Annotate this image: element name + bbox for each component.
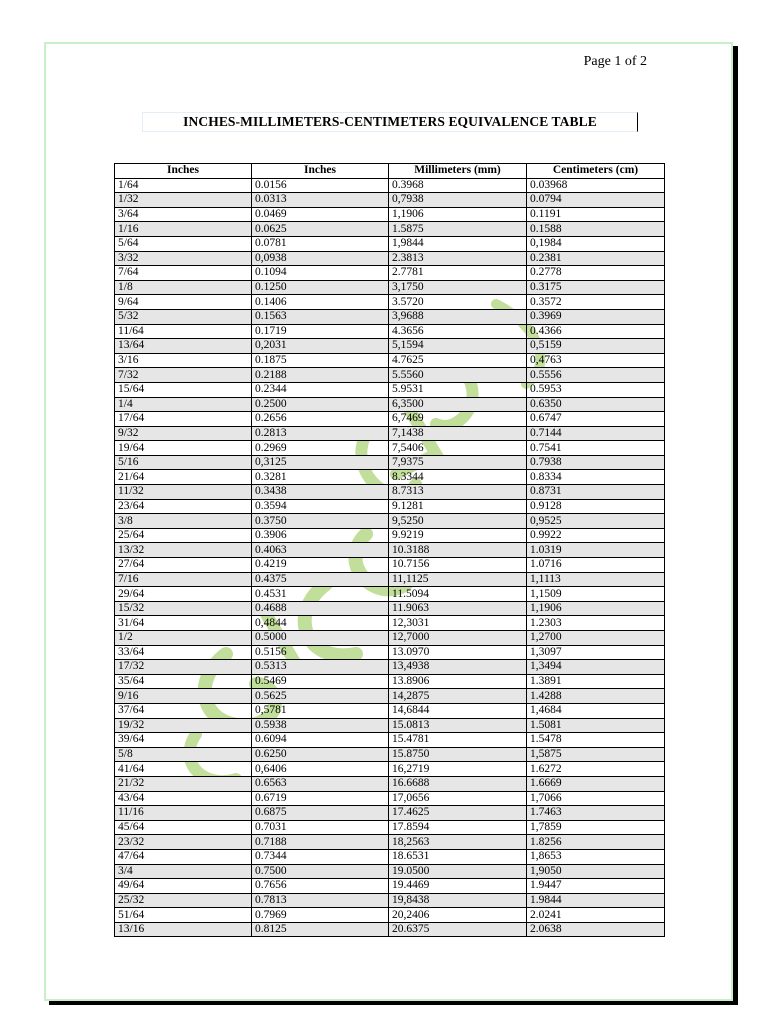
table-cell: 0.2656 xyxy=(252,412,389,427)
table-cell: 1.0716 xyxy=(527,558,665,573)
table-cell: 17.8594 xyxy=(389,820,527,835)
table-cell: 0.5938 xyxy=(252,718,389,733)
table-cell: 1/32 xyxy=(115,193,252,208)
table-cell: 0.5556 xyxy=(527,368,665,383)
table-row xyxy=(115,922,665,937)
table-cell: 31/64 xyxy=(115,616,252,631)
table-cell: 0.4688 xyxy=(252,601,389,616)
table-cell: 1.5478 xyxy=(527,733,665,748)
table-cell: 23/64 xyxy=(115,499,252,514)
table-cell: 1.8256 xyxy=(527,835,665,850)
table-cell: 49/64 xyxy=(115,879,252,894)
table-cell: 1.9844 xyxy=(527,893,665,908)
table-cell: 1,1509 xyxy=(527,587,665,602)
table-row xyxy=(115,543,665,558)
table-cell: 19/64 xyxy=(115,441,252,456)
table-cell: 0,3125 xyxy=(252,455,389,470)
table-cell: 0.7969 xyxy=(252,908,389,923)
table-cell: 0.4366 xyxy=(527,324,665,339)
table-cell: 0.7188 xyxy=(252,835,389,850)
table-cell: 0.5953 xyxy=(527,382,665,397)
table-cell: 0.5156 xyxy=(252,645,389,660)
table-row xyxy=(115,412,665,427)
table-row xyxy=(115,441,665,456)
table-cell: 6,3500 xyxy=(389,397,527,412)
table-cell: 45/64 xyxy=(115,820,252,835)
table-cell: 23/32 xyxy=(115,835,252,850)
table-cell: 20.6375 xyxy=(389,922,527,937)
table-row xyxy=(115,397,665,412)
table-cell: 0.7344 xyxy=(252,849,389,864)
table-cell: 25/32 xyxy=(115,893,252,908)
table-row xyxy=(115,193,665,208)
table-row xyxy=(115,236,665,251)
table-cell: 19.0500 xyxy=(389,864,527,879)
document-page xyxy=(44,42,733,1001)
table-row xyxy=(115,295,665,310)
table-cell: 2.3813 xyxy=(389,251,527,266)
table-cell: 0.7813 xyxy=(252,893,389,908)
table-row xyxy=(115,791,665,806)
table-cell: 1,1113 xyxy=(527,572,665,587)
table-cell: 0.6350 xyxy=(527,397,665,412)
table-cell: 15/32 xyxy=(115,601,252,616)
table-cell: 29/64 xyxy=(115,587,252,602)
table-cell: 7,9375 xyxy=(389,455,527,470)
table-cell: 0.7031 xyxy=(252,820,389,835)
table-cell: 1.6669 xyxy=(527,776,665,791)
table-row xyxy=(115,251,665,266)
table-cell: 15.0813 xyxy=(389,718,527,733)
table-cell: 10.7156 xyxy=(389,558,527,573)
table-cell: 13,4938 xyxy=(389,660,527,675)
table-cell: 0,5781 xyxy=(252,703,389,718)
table-cell: 11.5094 xyxy=(389,587,527,602)
table-row xyxy=(115,689,665,704)
table-cell: 1.9447 xyxy=(527,879,665,894)
table-cell: 0.2500 xyxy=(252,397,389,412)
table-cell: 0.2381 xyxy=(527,251,665,266)
table-row xyxy=(115,835,665,850)
column-header: Centimeters (cm) xyxy=(527,164,665,179)
table-cell: 1,8653 xyxy=(527,849,665,864)
column-header: Inches xyxy=(252,164,389,179)
table-cell: 1,9050 xyxy=(527,864,665,879)
table-cell: 0.6250 xyxy=(252,747,389,762)
table-cell: 7/64 xyxy=(115,266,252,281)
table-row xyxy=(115,776,665,791)
table-cell: 9/16 xyxy=(115,689,252,704)
table-cell: 16,2719 xyxy=(389,762,527,777)
table-cell: 1.2303 xyxy=(527,616,665,631)
table-cell: 1/2 xyxy=(115,631,252,646)
table-cell: 43/64 xyxy=(115,791,252,806)
table-cell: 0.3438 xyxy=(252,485,389,500)
table-cell: 17,0656 xyxy=(389,791,527,806)
table-cell: 0,7938 xyxy=(389,193,527,208)
table-cell: 0,4763 xyxy=(527,353,665,368)
table-cell: 4.7625 xyxy=(389,353,527,368)
table-cell: 19.4469 xyxy=(389,879,527,894)
table-row xyxy=(115,864,665,879)
table-row xyxy=(115,499,665,514)
table-cell: 1/64 xyxy=(115,178,252,193)
table-cell: 18.6531 xyxy=(389,849,527,864)
table-cell: 3/8 xyxy=(115,514,252,529)
table-cell: 5.5560 xyxy=(389,368,527,383)
table-cell: 51/64 xyxy=(115,908,252,923)
table-cell: 14,6844 xyxy=(389,703,527,718)
table-row xyxy=(115,820,665,835)
table-row xyxy=(115,601,665,616)
table-cell: 0.0625 xyxy=(252,222,389,237)
table-cell: 0.7500 xyxy=(252,864,389,879)
table-cell: 20,2406 xyxy=(389,908,527,923)
table-cell: 15.4781 xyxy=(389,733,527,748)
table-cell: 0.0469 xyxy=(252,207,389,222)
table-row xyxy=(115,616,665,631)
title-box xyxy=(142,112,638,132)
table-cell: 8.3344 xyxy=(389,470,527,485)
table-cell: 0.7541 xyxy=(527,441,665,456)
table-cell: 1,3494 xyxy=(527,660,665,675)
table-cell: 0,1984 xyxy=(527,236,665,251)
table-row xyxy=(115,528,665,543)
table-cell: 11.9063 xyxy=(389,601,527,616)
table-cell: 0.3750 xyxy=(252,514,389,529)
table-cell: 13.0970 xyxy=(389,645,527,660)
table-cell: 1,3097 xyxy=(527,645,665,660)
table-cell: 5/32 xyxy=(115,309,252,324)
table-cell: 0.4375 xyxy=(252,572,389,587)
table-row xyxy=(115,368,665,383)
table-cell: 1.5875 xyxy=(389,222,527,237)
equivalence-table xyxy=(114,163,665,937)
table-cell: 0,9525 xyxy=(527,514,665,529)
table-cell: 39/64 xyxy=(115,733,252,748)
table-cell: 0,2031 xyxy=(252,339,389,354)
table-cell: 0.6747 xyxy=(527,412,665,427)
table-cell: 0.3969 xyxy=(527,309,665,324)
table-cell: 7/32 xyxy=(115,368,252,383)
table-cell: 0.1094 xyxy=(252,266,389,281)
table-row xyxy=(115,879,665,894)
table-cell: 19/32 xyxy=(115,718,252,733)
table-cell: 0,4844 xyxy=(252,616,389,631)
table-row xyxy=(115,266,665,281)
table-cell: 4.3656 xyxy=(389,324,527,339)
table-cell: 3,9688 xyxy=(389,309,527,324)
table-cell: 37/64 xyxy=(115,703,252,718)
table-cell: 13/64 xyxy=(115,339,252,354)
table-cell: 1,7066 xyxy=(527,791,665,806)
table-cell: 25/64 xyxy=(115,528,252,543)
table-row xyxy=(115,762,665,777)
table-cell: 7/16 xyxy=(115,572,252,587)
table-row xyxy=(115,733,665,748)
table-cell: 13/32 xyxy=(115,543,252,558)
table-cell: 0.1563 xyxy=(252,309,389,324)
table-cell: 15/64 xyxy=(115,382,252,397)
table-cell: 1.5081 xyxy=(527,718,665,733)
column-header: Millimeters (mm) xyxy=(389,164,527,179)
table-row xyxy=(115,587,665,602)
table-row xyxy=(115,558,665,573)
table-cell: 1.6272 xyxy=(527,762,665,777)
table-cell: 35/64 xyxy=(115,674,252,689)
table-cell: 0.4219 xyxy=(252,558,389,573)
table-cell: 9/64 xyxy=(115,295,252,310)
table-cell: 3/64 xyxy=(115,207,252,222)
table-cell: 0.1250 xyxy=(252,280,389,295)
table-cell: 12,3031 xyxy=(389,616,527,631)
table-cell: 13.8906 xyxy=(389,674,527,689)
table-cell: 0.6094 xyxy=(252,733,389,748)
table-row xyxy=(115,309,665,324)
table-cell: 9.1281 xyxy=(389,499,527,514)
table-cell: 3/16 xyxy=(115,353,252,368)
table-cell: 0.0794 xyxy=(527,193,665,208)
table-cell: 0,6406 xyxy=(252,762,389,777)
table-cell: 0.0781 xyxy=(252,236,389,251)
table-cell: 0.9128 xyxy=(527,499,665,514)
table-cell: 1.4288 xyxy=(527,689,665,704)
table-cell: 0.3968 xyxy=(389,178,527,193)
table-cell: 5.9531 xyxy=(389,382,527,397)
table-cell: 0.3175 xyxy=(527,280,665,295)
table-cell: 11/64 xyxy=(115,324,252,339)
table-cell: 0.3281 xyxy=(252,470,389,485)
table-cell: 0.3572 xyxy=(527,295,665,310)
table-cell: 3.5720 xyxy=(389,295,527,310)
table-cell: 7,1438 xyxy=(389,426,527,441)
table-header xyxy=(115,164,665,179)
table-cell: 3/32 xyxy=(115,251,252,266)
table-cell: 5,1594 xyxy=(389,339,527,354)
table-cell: 0.3594 xyxy=(252,499,389,514)
table-cell: 8.7313 xyxy=(389,485,527,500)
table-cell: 2.0241 xyxy=(527,908,665,923)
table-cell: 1/16 xyxy=(115,222,252,237)
table-row xyxy=(115,514,665,529)
table-row xyxy=(115,207,665,222)
table-row xyxy=(115,849,665,864)
table-row xyxy=(115,572,665,587)
table-cell: 1/4 xyxy=(115,397,252,412)
table-cell: 1,5875 xyxy=(527,747,665,762)
table-cell: 21/64 xyxy=(115,470,252,485)
table-row xyxy=(115,703,665,718)
table-cell: 5/16 xyxy=(115,455,252,470)
table-cell: 0.2188 xyxy=(252,368,389,383)
table-cell: 47/64 xyxy=(115,849,252,864)
table-cell: 1.7463 xyxy=(527,806,665,821)
table-cell: 11,1125 xyxy=(389,572,527,587)
table-cell: 17.4625 xyxy=(389,806,527,821)
table-cell: 9,5250 xyxy=(389,514,527,529)
table-cell: 0.2344 xyxy=(252,382,389,397)
table-cell: 0.7144 xyxy=(527,426,665,441)
table-row xyxy=(115,353,665,368)
table-row xyxy=(115,222,665,237)
table-cell: 16.6688 xyxy=(389,776,527,791)
table-cell: 1,7859 xyxy=(527,820,665,835)
table-body xyxy=(115,178,665,937)
table-cell: 9.9219 xyxy=(389,528,527,543)
table-cell: 5/8 xyxy=(115,747,252,762)
table-cell: 17/64 xyxy=(115,412,252,427)
table-row xyxy=(115,806,665,821)
table-cell: 0.4531 xyxy=(252,587,389,602)
table-cell: 0.5000 xyxy=(252,631,389,646)
table-cell: 0.2969 xyxy=(252,441,389,456)
table-cell: 11/16 xyxy=(115,806,252,821)
table-cell: 0.5469 xyxy=(252,674,389,689)
table-cell: 0.0156 xyxy=(252,178,389,193)
table-row xyxy=(115,645,665,660)
table-cell: 0.1719 xyxy=(252,324,389,339)
table-cell: 3/4 xyxy=(115,864,252,879)
table-cell: 0.4063 xyxy=(252,543,389,558)
table-row xyxy=(115,280,665,295)
table-cell: 0.6875 xyxy=(252,806,389,821)
table-cell: 0.6719 xyxy=(252,791,389,806)
table-cell: 3,1750 xyxy=(389,280,527,295)
table-cell: 1,9844 xyxy=(389,236,527,251)
table-row xyxy=(115,339,665,354)
table-row xyxy=(115,324,665,339)
table-row xyxy=(115,470,665,485)
table-cell: 0.5313 xyxy=(252,660,389,675)
table-cell: 0.8334 xyxy=(527,470,665,485)
table-cell: 1/8 xyxy=(115,280,252,295)
table-cell: 0.7938 xyxy=(527,455,665,470)
table-cell: 15.8750 xyxy=(389,747,527,762)
table-cell: 27/64 xyxy=(115,558,252,573)
table-row xyxy=(115,674,665,689)
table-cell: 0.2778 xyxy=(527,266,665,281)
table-cell: 0.8731 xyxy=(527,485,665,500)
table-cell: 21/32 xyxy=(115,776,252,791)
table-row xyxy=(115,485,665,500)
table-row xyxy=(115,660,665,675)
table-cell: 33/64 xyxy=(115,645,252,660)
table-cell: 17/32 xyxy=(115,660,252,675)
table-cell: 9/32 xyxy=(115,426,252,441)
table-cell: 11/32 xyxy=(115,485,252,500)
table-cell: 0.0313 xyxy=(252,193,389,208)
table-cell: 41/64 xyxy=(115,762,252,777)
table-cell: 7,5406 xyxy=(389,441,527,456)
table-row xyxy=(115,426,665,441)
table-row xyxy=(115,718,665,733)
table-cell: 2.0638 xyxy=(527,922,665,937)
table-cell: 0.3906 xyxy=(252,528,389,543)
table-cell: 0.1875 xyxy=(252,353,389,368)
table-cell: 18,2563 xyxy=(389,835,527,850)
table-cell: 0.6563 xyxy=(252,776,389,791)
table-cell: 1,2700 xyxy=(527,631,665,646)
table-cell: 0.1588 xyxy=(527,222,665,237)
table-cell: 0.2813 xyxy=(252,426,389,441)
table-cell: 5/64 xyxy=(115,236,252,251)
table-cell: 0.7656 xyxy=(252,879,389,894)
table-cell: 12,7000 xyxy=(389,631,527,646)
table-cell: 0.1191 xyxy=(527,207,665,222)
table-cell: 1.3891 xyxy=(527,674,665,689)
table-row xyxy=(115,631,665,646)
table-cell: 13/16 xyxy=(115,922,252,937)
table-row xyxy=(115,178,665,193)
page-number: Page 1 of 2 xyxy=(583,54,647,69)
table-cell: 1,1906 xyxy=(389,207,527,222)
table-cell: 0.5625 xyxy=(252,689,389,704)
table-cell: 0.8125 xyxy=(252,922,389,937)
table-cell: 19,8438 xyxy=(389,893,527,908)
table-row xyxy=(115,747,665,762)
table-cell: 1.0319 xyxy=(527,543,665,558)
table-cell: 0.9922 xyxy=(527,528,665,543)
table-row xyxy=(115,455,665,470)
table-cell: 1,4684 xyxy=(527,703,665,718)
table-row xyxy=(115,893,665,908)
table-cell: 1,1906 xyxy=(527,601,665,616)
table-cell: 0.1406 xyxy=(252,295,389,310)
table-cell: 0,0938 xyxy=(252,251,389,266)
table-cell: 0,5159 xyxy=(527,339,665,354)
table-row xyxy=(115,382,665,397)
table-row xyxy=(115,908,665,923)
table-cell: 6,7469 xyxy=(389,412,527,427)
table-cell: 10.3188 xyxy=(389,543,527,558)
column-header: Inches xyxy=(115,164,252,179)
table-cell: 14,2875 xyxy=(389,689,527,704)
table-cell: 2.7781 xyxy=(389,266,527,281)
table-cell: 0.03968 xyxy=(527,178,665,193)
page-title: INCHES-MILLIMETERS-CENTIMETERS EQUIVALENCE TABLE xyxy=(183,114,597,129)
